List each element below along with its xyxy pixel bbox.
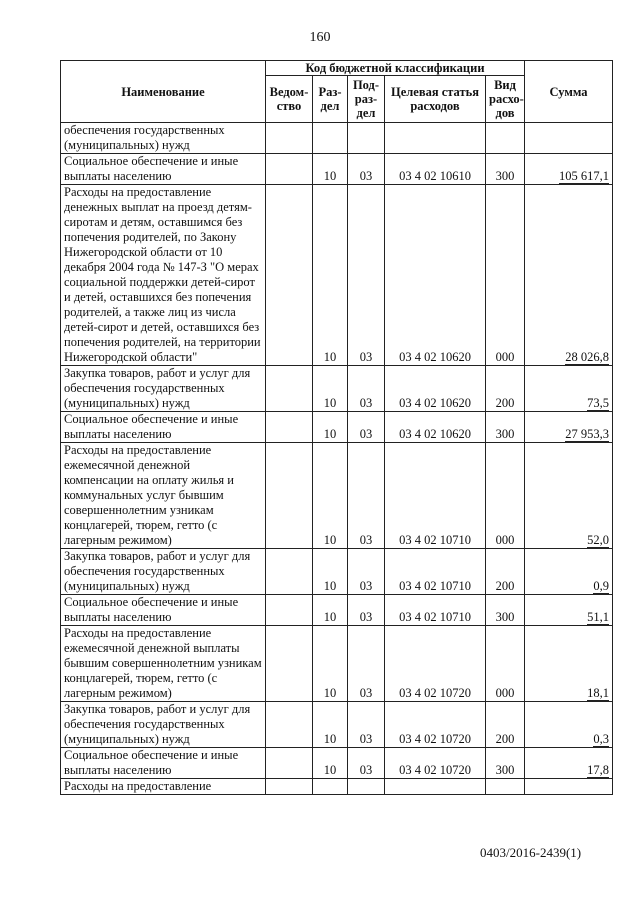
cell-type: 000 [486, 443, 525, 549]
cell-section: 10 [313, 412, 348, 443]
cell-target: 03 4 02 10710 [385, 595, 486, 626]
cell-section [313, 123, 348, 154]
cell-section: 10 [313, 748, 348, 779]
cell-subsection: 03 [348, 702, 385, 748]
cell-name: Расходы на предоставление ежемесячной денежной компенсации на оплату жилья и коммунальных услуг бывшим совершеннолетним узникам концлагерей, тюрем, гетто (с лагерным режимом) [61, 443, 266, 549]
cell-name: Закупка товаров, работ и услуг для обеспечения государственных (муниципальных) нужд [61, 366, 266, 412]
cell-type: 000 [486, 626, 525, 702]
cell-section: 10 [313, 595, 348, 626]
cell-section: 10 [313, 185, 348, 366]
cell-type: 300 [486, 748, 525, 779]
cell-type [486, 779, 525, 795]
cell-type: 300 [486, 412, 525, 443]
cell-section: 10 [313, 626, 348, 702]
cell-target: 03 4 02 10720 [385, 748, 486, 779]
cell-type: 300 [486, 595, 525, 626]
page-number: 160 [309, 30, 331, 45]
sum-value: 18,1 [587, 686, 610, 700]
cell-subsection [348, 123, 385, 154]
cell-subsection: 03 [348, 549, 385, 595]
cell-dept [266, 366, 313, 412]
header-type: Вид расхо-дов [486, 76, 525, 123]
cell-name: Расходы на предоставление [61, 779, 266, 795]
cell-subsection: 03 [348, 595, 385, 626]
cell-name: Социальное обеспечение и иные выплаты населению [61, 412, 266, 443]
cell-section: 10 [313, 366, 348, 412]
cell-type: 200 [486, 366, 525, 412]
cell-name: Закупка товаров, работ и услуг для обеспечения государственных (муниципальных) нужд [61, 549, 266, 595]
cell-name: Расходы на предоставление ежемесячной денежной выплаты бывшим совершеннолетним узникам концлагерей, тюрем, гетто (с лагерным режимом) [61, 626, 266, 702]
cell-sum [525, 595, 613, 626]
table-row [61, 412, 613, 443]
header-section: Раз-дел [313, 76, 348, 123]
cell-name: Расходы на предоставление денежных выплат на проезд детям-сиротам и детям, оставшимся без попечения родителей, по Закону Нижегородской области от 10 декабря 2004 года № 147-З "О мерах социальной поддержки детей-сирот и детей, оставшихся без попечения родителей, а также лиц из числа детей-сирот и детей, оставшихся без попечения родителей, на территории Нижегородской области" [61, 185, 266, 366]
table-row [61, 748, 613, 779]
cell-sum [525, 549, 613, 595]
cell-dept [266, 185, 313, 366]
cell-subsection: 03 [348, 626, 385, 702]
cell-subsection: 03 [348, 154, 385, 185]
cell-section [313, 779, 348, 795]
table-row [61, 123, 613, 154]
sum-value: 27 953,3 [565, 427, 610, 441]
table-row [61, 779, 613, 795]
cell-dept [266, 443, 313, 549]
cell-target [385, 123, 486, 154]
table-body [61, 123, 613, 795]
header-dept: Ведом-ство [266, 76, 313, 123]
cell-sum [525, 366, 613, 412]
cell-subsection: 03 [348, 185, 385, 366]
table-row [61, 185, 613, 366]
cell-subsection: 03 [348, 366, 385, 412]
cell-sum [525, 748, 613, 779]
cell-target: 03 4 02 10720 [385, 626, 486, 702]
header-classification-group: Код бюджетной классификации [266, 61, 525, 76]
cell-sum [525, 702, 613, 748]
cell-dept [266, 702, 313, 748]
cell-sum [525, 154, 613, 185]
cell-dept [266, 779, 313, 795]
cell-sum [525, 412, 613, 443]
cell-target: 03 4 02 10710 [385, 549, 486, 595]
cell-type: 300 [486, 154, 525, 185]
cell-target: 03 4 02 10710 [385, 443, 486, 549]
cell-dept [266, 123, 313, 154]
cell-sum [525, 779, 613, 795]
sum-value: 0,9 [593, 579, 610, 593]
table-row [61, 595, 613, 626]
cell-dept [266, 626, 313, 702]
cell-dept [266, 154, 313, 185]
sum-value: 0,3 [593, 732, 610, 746]
cell-dept [266, 595, 313, 626]
sum-value: 105 617,1 [559, 169, 610, 183]
cell-sum [525, 185, 613, 366]
table-row [61, 443, 613, 549]
cell-sum [525, 626, 613, 702]
cell-type [486, 123, 525, 154]
cell-name: обеспечения государственных (муниципальных) нужд [61, 123, 266, 154]
header-subsection: Под-раз-дел [348, 76, 385, 123]
cell-dept [266, 748, 313, 779]
header-target: Целевая статья расходов [385, 76, 486, 123]
cell-section: 10 [313, 443, 348, 549]
cell-section: 10 [313, 154, 348, 185]
cell-type: 200 [486, 549, 525, 595]
cell-type: 200 [486, 702, 525, 748]
cell-subsection: 03 [348, 412, 385, 443]
cell-subsection: 03 [348, 748, 385, 779]
cell-target: 03 4 02 10620 [385, 185, 486, 366]
cell-dept [266, 549, 313, 595]
sum-value: 51,1 [587, 610, 610, 624]
sum-value: 17,8 [587, 763, 610, 777]
sum-value: 28 026,8 [565, 350, 610, 364]
cell-dept [266, 412, 313, 443]
cell-name: Социальное обеспечение и иные выплаты населению [61, 748, 266, 779]
table-row [61, 549, 613, 595]
document-code: 0403/2016-2439(1) [480, 845, 582, 860]
cell-sum [525, 123, 613, 154]
budget-table [60, 60, 613, 795]
header-sum: Сумма [525, 61, 613, 123]
cell-target: 03 4 02 10720 [385, 702, 486, 748]
cell-subsection [348, 779, 385, 795]
cell-name: Закупка товаров, работ и услуг для обеспечения государственных (муниципальных) нужд [61, 702, 266, 748]
sum-value: 52,0 [587, 533, 610, 547]
cell-section: 10 [313, 702, 348, 748]
header-name: Наименование [61, 61, 266, 123]
table-row [61, 626, 613, 702]
sum-value: 73,5 [587, 396, 610, 410]
cell-subsection: 03 [348, 443, 385, 549]
cell-target: 03 4 02 10610 [385, 154, 486, 185]
table-row [61, 702, 613, 748]
cell-target [385, 779, 486, 795]
table-row [61, 154, 613, 185]
cell-type: 000 [486, 185, 525, 366]
cell-name: Социальное обеспечение и иные выплаты населению [61, 595, 266, 626]
cell-sum [525, 443, 613, 549]
cell-target: 03 4 02 10620 [385, 366, 486, 412]
cell-section: 10 [313, 549, 348, 595]
table-row [61, 366, 613, 412]
cell-target: 03 4 02 10620 [385, 412, 486, 443]
cell-name: Социальное обеспечение и иные выплаты населению [61, 154, 266, 185]
